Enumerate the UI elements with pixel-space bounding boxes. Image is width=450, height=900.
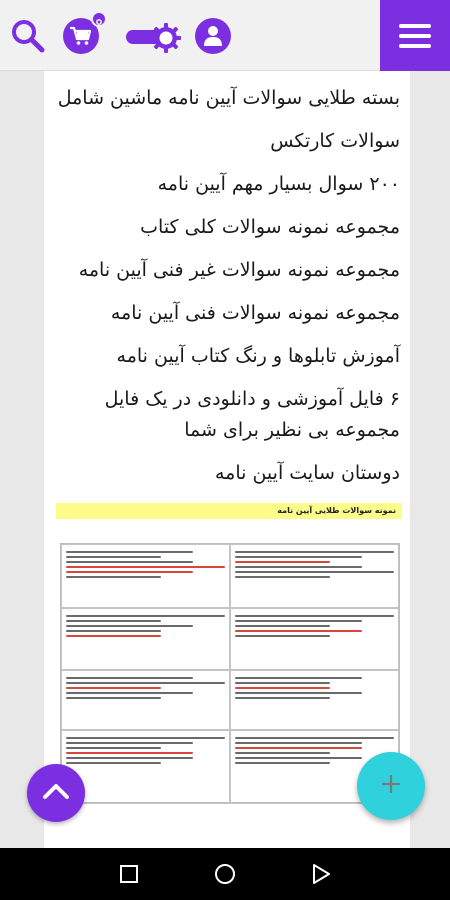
sample-questions-image xyxy=(60,543,400,803)
gear-icon xyxy=(150,22,182,54)
list-item[interactable]: مجموعه نمونه سوالات کلی کتاب xyxy=(140,216,400,238)
question-cell xyxy=(230,608,399,670)
user-icon[interactable] xyxy=(195,18,231,54)
theme-toggle[interactable] xyxy=(124,22,184,54)
plus-icon xyxy=(380,773,402,799)
list-item[interactable]: دوستان سایت آیین نامه xyxy=(214,462,400,484)
hamburger-menu-button[interactable] xyxy=(380,0,450,71)
recents-square-icon[interactable] xyxy=(116,861,142,887)
package-link-list xyxy=(44,71,410,489)
app-header xyxy=(0,0,450,71)
add-button[interactable] xyxy=(357,752,425,820)
question-cell xyxy=(61,544,230,608)
article-content xyxy=(44,71,410,848)
question-cell xyxy=(230,544,399,608)
question-cell xyxy=(61,670,230,730)
hamburger-menu-icon xyxy=(399,24,431,48)
home-circle-icon[interactable] xyxy=(212,861,238,887)
list-item[interactable]: بسته طلایی سوالات آیین نامه ماشین شامل xyxy=(57,87,400,109)
list-item[interactable]: مجموعه نمونه سوالات فنی آیین نامه xyxy=(110,302,400,324)
list-item[interactable]: ۶ فایل آموزشی و دانلودی در یک فایل مجموعه بی نظیر برای شما xyxy=(104,388,400,441)
chevron-up-icon xyxy=(42,782,70,804)
back-triangle-icon[interactable] xyxy=(308,861,334,887)
question-cell xyxy=(61,730,230,804)
cart-badge xyxy=(91,11,107,27)
search-icon[interactable] xyxy=(10,18,46,54)
list-item[interactable]: آموزش تابلوها و رنگ کتاب آیین نامه xyxy=(116,345,400,367)
question-cell xyxy=(230,670,399,730)
list-item[interactable]: مجموعه نمونه سوالات غیر فنی آیین نامه xyxy=(78,259,400,281)
scroll-to-top-button[interactable] xyxy=(27,764,85,822)
system-navigation-bar xyxy=(0,848,450,900)
sample-image-title: نمونه سوالات طلایی آیین نامه xyxy=(56,503,402,519)
question-cell xyxy=(61,608,230,670)
list-item[interactable]: ۲۰۰ سوال بسیار مهم آیین نامه xyxy=(157,173,400,195)
list-item[interactable]: سوالات کارتکس xyxy=(270,130,400,152)
